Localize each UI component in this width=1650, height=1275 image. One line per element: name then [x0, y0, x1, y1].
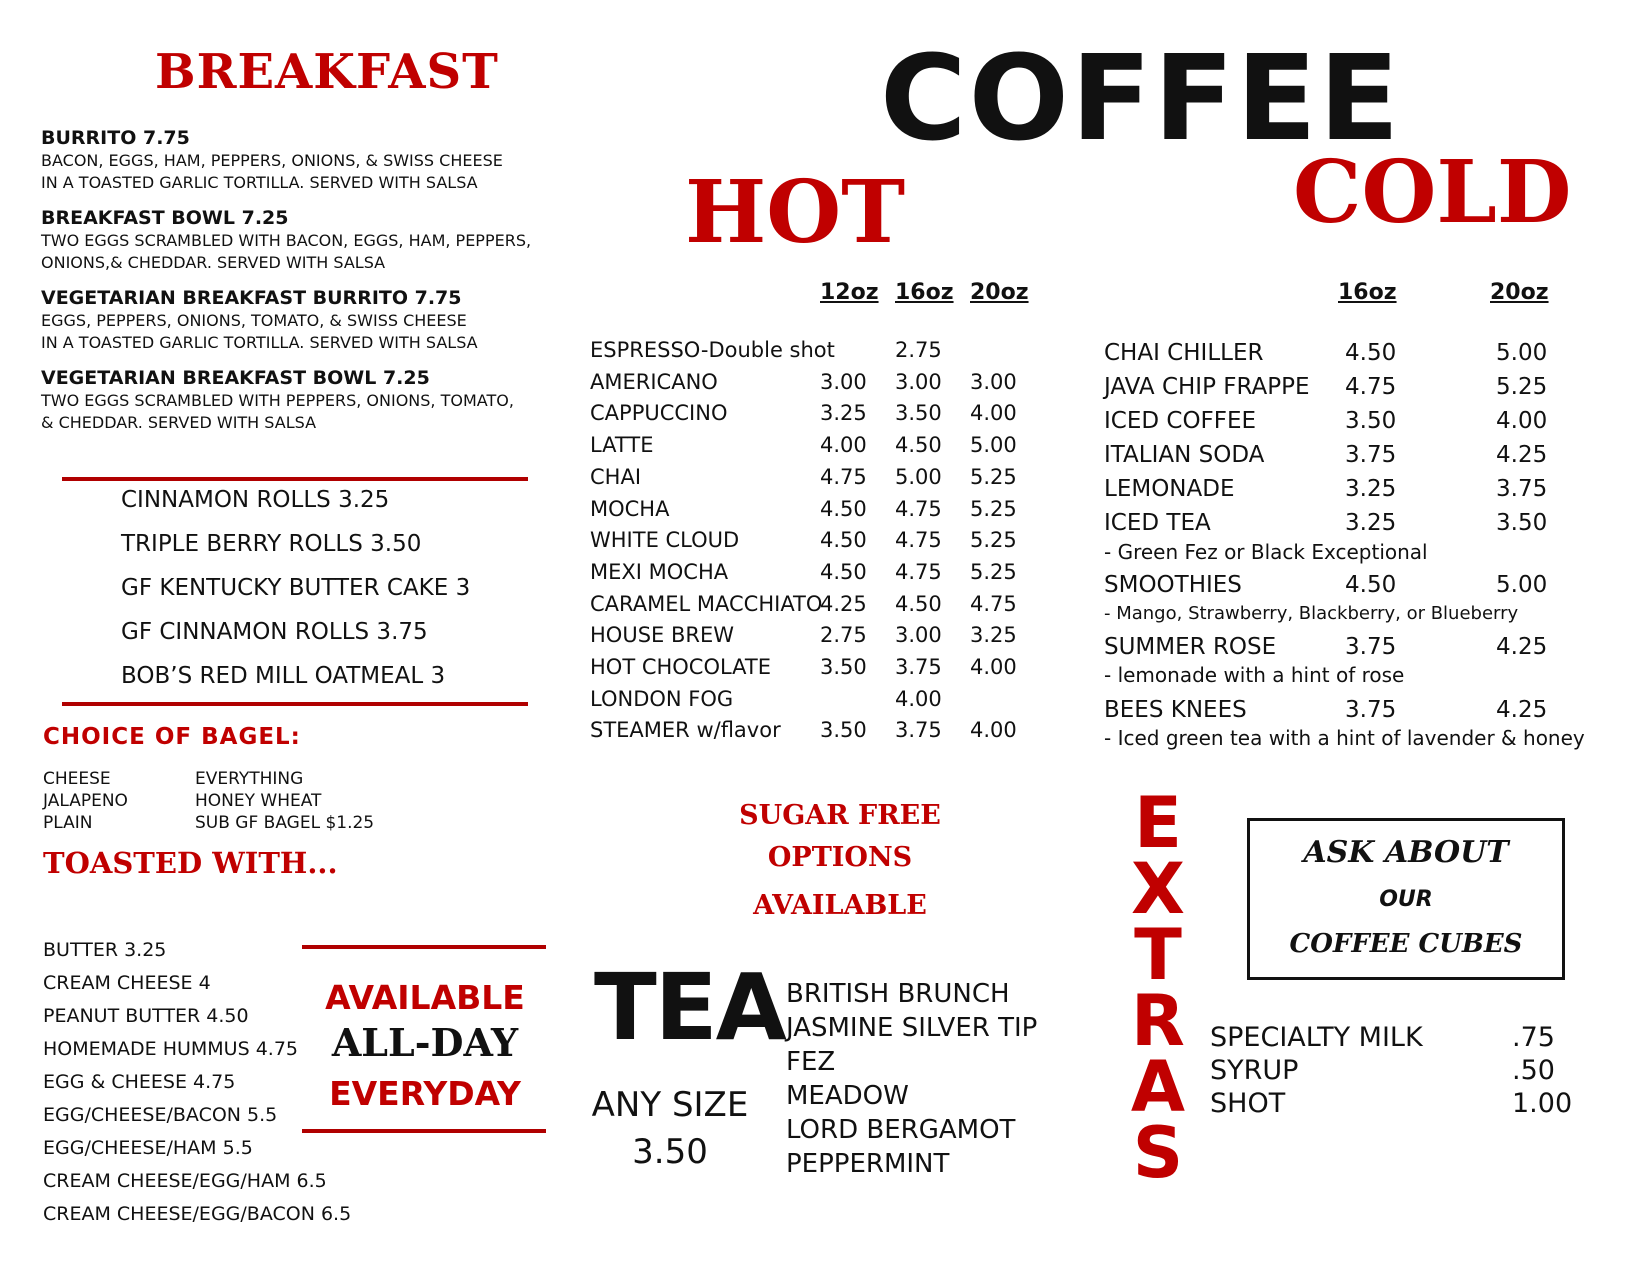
price-20oz: 5.25 — [1496, 374, 1548, 400]
price-16oz: 4.50 — [895, 433, 942, 458]
ask-about-label: ASK ABOUT — [1303, 835, 1509, 870]
hot-drink-row — [590, 687, 1030, 717]
size-header-20oz: 20oz — [970, 280, 1029, 305]
drink-name: HOT CHOCOLATE — [590, 655, 772, 679]
drink-name: ICED COFFEE — [1104, 408, 1257, 434]
price-16oz: 3.75 — [1345, 442, 1397, 468]
toasted-item: EGG/CHEESE/BACON 5.5 — [43, 1104, 278, 1126]
price-16oz: 3.75 — [1345, 697, 1397, 723]
price-20oz: 3.50 — [1496, 510, 1548, 536]
drink-name: WHITE CLOUD — [590, 528, 740, 553]
tea-variety: MEADOW — [786, 1081, 909, 1111]
size-header-20oz: 20oz — [1490, 280, 1549, 305]
divider — [302, 945, 546, 949]
tea-variety: JASMINE SILVER TIP — [786, 1013, 1038, 1043]
price-20oz: 4.25 — [1496, 697, 1548, 723]
coffee-cubes-box — [1247, 818, 1565, 980]
breakfast-item-desc: & CHEDDAR. SERVED WITH SALSA — [41, 413, 317, 432]
price-12oz: 3.50 — [820, 655, 867, 679]
tea-variety: FEZ — [786, 1047, 836, 1077]
price-20oz: 3.00 — [970, 369, 1017, 394]
tea-title: TEA — [594, 954, 785, 1061]
bagel-option: SUB GF BAGEL $1.25 — [195, 813, 375, 833]
price-16oz: 3.75 — [895, 655, 942, 679]
price-12oz: 2.75 — [820, 623, 867, 648]
price-16oz: 3.25 — [1345, 510, 1397, 536]
size-header-12oz: 12oz — [820, 280, 879, 305]
price-20oz: 4.00 — [970, 718, 1017, 743]
price-16oz: 4.50 — [1345, 572, 1397, 598]
toasted-item: CREAM CHEESE 4 — [43, 972, 211, 994]
toasted-item: CREAM CHEESE/EGG/HAM 6.5 — [43, 1170, 327, 1192]
toasted-item: EGG & CHEESE 4.75 — [43, 1071, 236, 1093]
price-16oz: 3.75 — [1345, 634, 1397, 660]
drink-name: CARAMEL MACCHIATO — [590, 591, 823, 616]
price-20oz: 4.25 — [1496, 634, 1548, 660]
drink-name: ITALIAN SODA — [1104, 442, 1265, 468]
toasted-item: EGG/CHEESE/HAM 5.5 — [43, 1137, 253, 1159]
pastry-item: GF CINNAMON ROLLS 3.75 — [121, 619, 428, 645]
toasted-item: CREAM CHEESE/EGG/BACON 6.5 — [43, 1203, 352, 1225]
drink-name: JAVA CHIP FRAPPE — [1104, 374, 1310, 400]
drink-name: ICED TEA — [1104, 510, 1211, 536]
price-20oz: 5.00 — [1496, 572, 1548, 598]
price-12oz: 4.75 — [820, 464, 867, 489]
bagel-option: EVERYTHING — [195, 769, 304, 789]
price-12oz: 3.50 — [820, 718, 867, 743]
bagel-option: HONEY WHEAT — [195, 791, 322, 811]
price-20oz: 5.00 — [1496, 340, 1548, 366]
extras-letter: E — [1134, 782, 1182, 864]
price-16oz: 4.75 — [895, 559, 942, 584]
extra-name: SHOT — [1210, 1088, 1286, 1119]
tea-variety: LORD BERGAMOT — [786, 1115, 1016, 1145]
hot-drink-row — [590, 560, 1030, 590]
drink-name: STEAMER w/flavor — [590, 718, 781, 743]
price-12oz: 3.25 — [820, 401, 867, 426]
price-12oz: 3.00 — [820, 369, 867, 394]
price-20oz: 5.00 — [970, 433, 1017, 458]
price-12oz: 4.25 — [820, 591, 867, 616]
extra-price: .50 — [1512, 1055, 1555, 1086]
price-20oz: 4.00 — [970, 401, 1017, 426]
hot-drink-row — [590, 338, 1030, 368]
drink-name: CHAI — [590, 464, 642, 489]
available-label: AVAILABLE — [325, 978, 525, 1017]
bagel-option: CHEESE — [43, 769, 111, 789]
drink-name: MOCHA — [590, 496, 670, 521]
price-20oz: 5.25 — [970, 496, 1017, 521]
tea-price: 3.50 — [632, 1132, 708, 1172]
divider — [62, 702, 528, 706]
our-label: OUR — [1379, 887, 1433, 912]
extra-price: .75 — [1512, 1022, 1555, 1053]
toasted-title: TOASTED WITH... — [43, 846, 338, 880]
price-20oz: 4.00 — [1496, 408, 1548, 434]
hot-drink-row — [590, 497, 1030, 527]
tea-size-label: ANY SIZE — [591, 1085, 749, 1125]
breakfast-item — [41, 366, 561, 434]
breakfast-item-desc: IN A TOASTED GARLIC TORTILLA. SERVED WITH SALSA — [41, 173, 478, 192]
extras-letter: T — [1134, 914, 1182, 996]
drink-name: MEXI MOCHA — [590, 559, 729, 584]
cold-note: - Green Fez or Black Exceptional — [1104, 540, 1428, 564]
drink-name: LATTE — [590, 433, 654, 458]
drink-name: LEMONADE — [1104, 476, 1235, 502]
coffee-title: COFFEE — [880, 29, 1402, 167]
price-12oz: 4.50 — [820, 559, 867, 584]
price-20oz: 5.25 — [970, 464, 1017, 489]
extras-letter: X — [1131, 848, 1185, 930]
price-20oz: 4.25 — [1496, 442, 1548, 468]
price-12oz: 4.00 — [820, 433, 867, 458]
price-16oz: 4.75 — [895, 528, 942, 553]
divider — [302, 1129, 546, 1133]
extras-letter: S — [1132, 1112, 1184, 1194]
tea-variety: PEPPERMINT — [786, 1149, 950, 1179]
bagel-option: PLAIN — [43, 813, 93, 833]
breakfast-item-name: BREAKFAST BOWL 7.25 — [41, 207, 289, 229]
breakfast-item — [41, 206, 561, 274]
toasted-item: HOMEMADE HUMMUS 4.75 — [43, 1038, 298, 1060]
tea-variety: BRITISH BRUNCH — [786, 979, 1010, 1009]
hot-drink-row — [590, 623, 1030, 653]
price-16oz: 2.75 — [895, 338, 942, 362]
price-16oz: 3.00 — [895, 369, 942, 394]
breakfast-item-name: VEGETARIAN BREAKFAST BOWL 7.25 — [41, 367, 430, 389]
hot-drink-row — [590, 370, 1030, 400]
extras-letter: R — [1131, 980, 1185, 1062]
price-20oz: 4.00 — [970, 655, 1017, 679]
sugar-free-label: OPTIONS — [767, 842, 913, 873]
drink-name: CAPPUCCINO — [590, 401, 728, 426]
hot-title: HOT — [685, 162, 906, 263]
cold-title: COLD — [1293, 142, 1572, 243]
drink-name: SMOOTHIES — [1104, 572, 1242, 598]
price-16oz: 4.75 — [895, 496, 942, 521]
sugar-free-label: AVAILABLE — [753, 890, 927, 921]
price-20oz: 3.25 — [970, 623, 1017, 648]
hot-drink-row — [590, 465, 1030, 495]
price-12oz: 4.50 — [820, 528, 867, 553]
size-header-16oz: 16oz — [895, 280, 954, 305]
cold-note: - Iced green tea with a hint of lavender & honey — [1104, 726, 1585, 750]
pastry-item: TRIPLE BERRY ROLLS 3.50 — [121, 531, 422, 557]
price-16oz: 4.00 — [895, 686, 942, 711]
pastry-item: CINNAMON ROLLS 3.25 — [121, 487, 390, 513]
drink-name: BEES KNEES — [1104, 697, 1247, 723]
extra-name: SYRUP — [1210, 1055, 1299, 1086]
price-16oz: 3.75 — [895, 718, 942, 743]
drink-name: LONDON FOG — [590, 686, 734, 711]
divider — [62, 477, 528, 481]
cold-note: - Mango, Strawberry, Blackberry, or Blueberry — [1104, 603, 1519, 624]
drink-name: HOUSE BREW — [590, 623, 734, 648]
price-16oz: 5.00 — [895, 464, 942, 489]
all-day-label: ALL-DAY — [331, 1020, 519, 1065]
hot-drink-row — [590, 592, 1030, 622]
extra-price: 1.00 — [1512, 1088, 1573, 1119]
breakfast-item-desc: TWO EGGS SCRAMBLED WITH PEPPERS, ONIONS, TOMATO, — [41, 391, 514, 410]
pastry-item: BOB’S RED MILL OATMEAL 3 — [121, 663, 446, 689]
drink-name: AMERICANO — [590, 369, 718, 394]
bagel-title: CHOICE OF BAGEL: — [43, 724, 301, 750]
breakfast-item — [41, 126, 561, 194]
price-16oz: 4.75 — [1345, 374, 1397, 400]
extra-name: SPECIALTY MILK — [1210, 1022, 1423, 1053]
breakfast-item — [41, 286, 561, 354]
breakfast-item-desc: BACON, EGGS, HAM, PEPPERS, ONIONS, & SWISS CHEESE — [41, 151, 503, 170]
cold-note: - lemonade with a hint of rose — [1104, 663, 1405, 687]
drink-name: SUMMER ROSE — [1104, 634, 1277, 660]
drink-name: ESPRESSO-Double shot — [590, 338, 835, 362]
price-20oz: 4.75 — [970, 591, 1017, 616]
breakfast-item-desc: ONIONS,& CHEDDAR. SERVED WITH SALSA — [41, 253, 386, 272]
hot-drink-row — [590, 655, 1030, 685]
everyday-label: EVERYDAY — [329, 1074, 521, 1113]
coffee-cubes-label: COFFEE CUBES — [1289, 929, 1523, 959]
breakfast-title: BREAKFAST — [155, 44, 499, 100]
price-16oz: 3.25 — [1345, 476, 1397, 502]
breakfast-item-desc: EGGS, PEPPERS, ONIONS, TOMATO, & SWISS CHEESE — [41, 311, 467, 330]
price-20oz: 5.25 — [970, 559, 1017, 584]
toasted-item: PEANUT BUTTER 4.50 — [43, 1005, 249, 1027]
toasted-item: BUTTER 3.25 — [43, 939, 167, 961]
breakfast-item-desc: IN A TOASTED GARLIC TORTILLA. SERVED WITH SALSA — [41, 333, 478, 352]
hot-drink-row — [590, 718, 1030, 748]
drink-name: CHAI CHILLER — [1104, 340, 1264, 366]
breakfast-item-name: VEGETARIAN BREAKFAST BURRITO 7.75 — [41, 287, 462, 309]
price-16oz: 3.50 — [1345, 408, 1397, 434]
price-16oz: 3.00 — [895, 623, 942, 648]
hot-drink-row — [590, 433, 1030, 463]
bagel-option: JALAPENO — [43, 791, 128, 811]
hot-drink-row — [590, 401, 1030, 431]
breakfast-item-name: BURRITO 7.75 — [41, 127, 190, 149]
price-16oz: 3.50 — [895, 401, 942, 426]
price-20oz: 3.75 — [1496, 476, 1548, 502]
price-16oz: 4.50 — [895, 591, 942, 616]
price-16oz: 4.50 — [1345, 340, 1397, 366]
breakfast-item-desc: TWO EGGS SCRAMBLED WITH BACON, EGGS, HAM, PEPPERS, — [41, 231, 532, 250]
size-header-16oz: 16oz — [1338, 280, 1397, 305]
price-12oz: 4.50 — [820, 496, 867, 521]
price-20oz: 5.25 — [970, 528, 1017, 553]
hot-drink-row — [590, 528, 1030, 558]
extras-letter: A — [1130, 1046, 1186, 1128]
sugar-free-label: SUGAR FREE — [739, 800, 941, 831]
pastry-item: GF KENTUCKY BUTTER CAKE 3 — [121, 575, 471, 601]
